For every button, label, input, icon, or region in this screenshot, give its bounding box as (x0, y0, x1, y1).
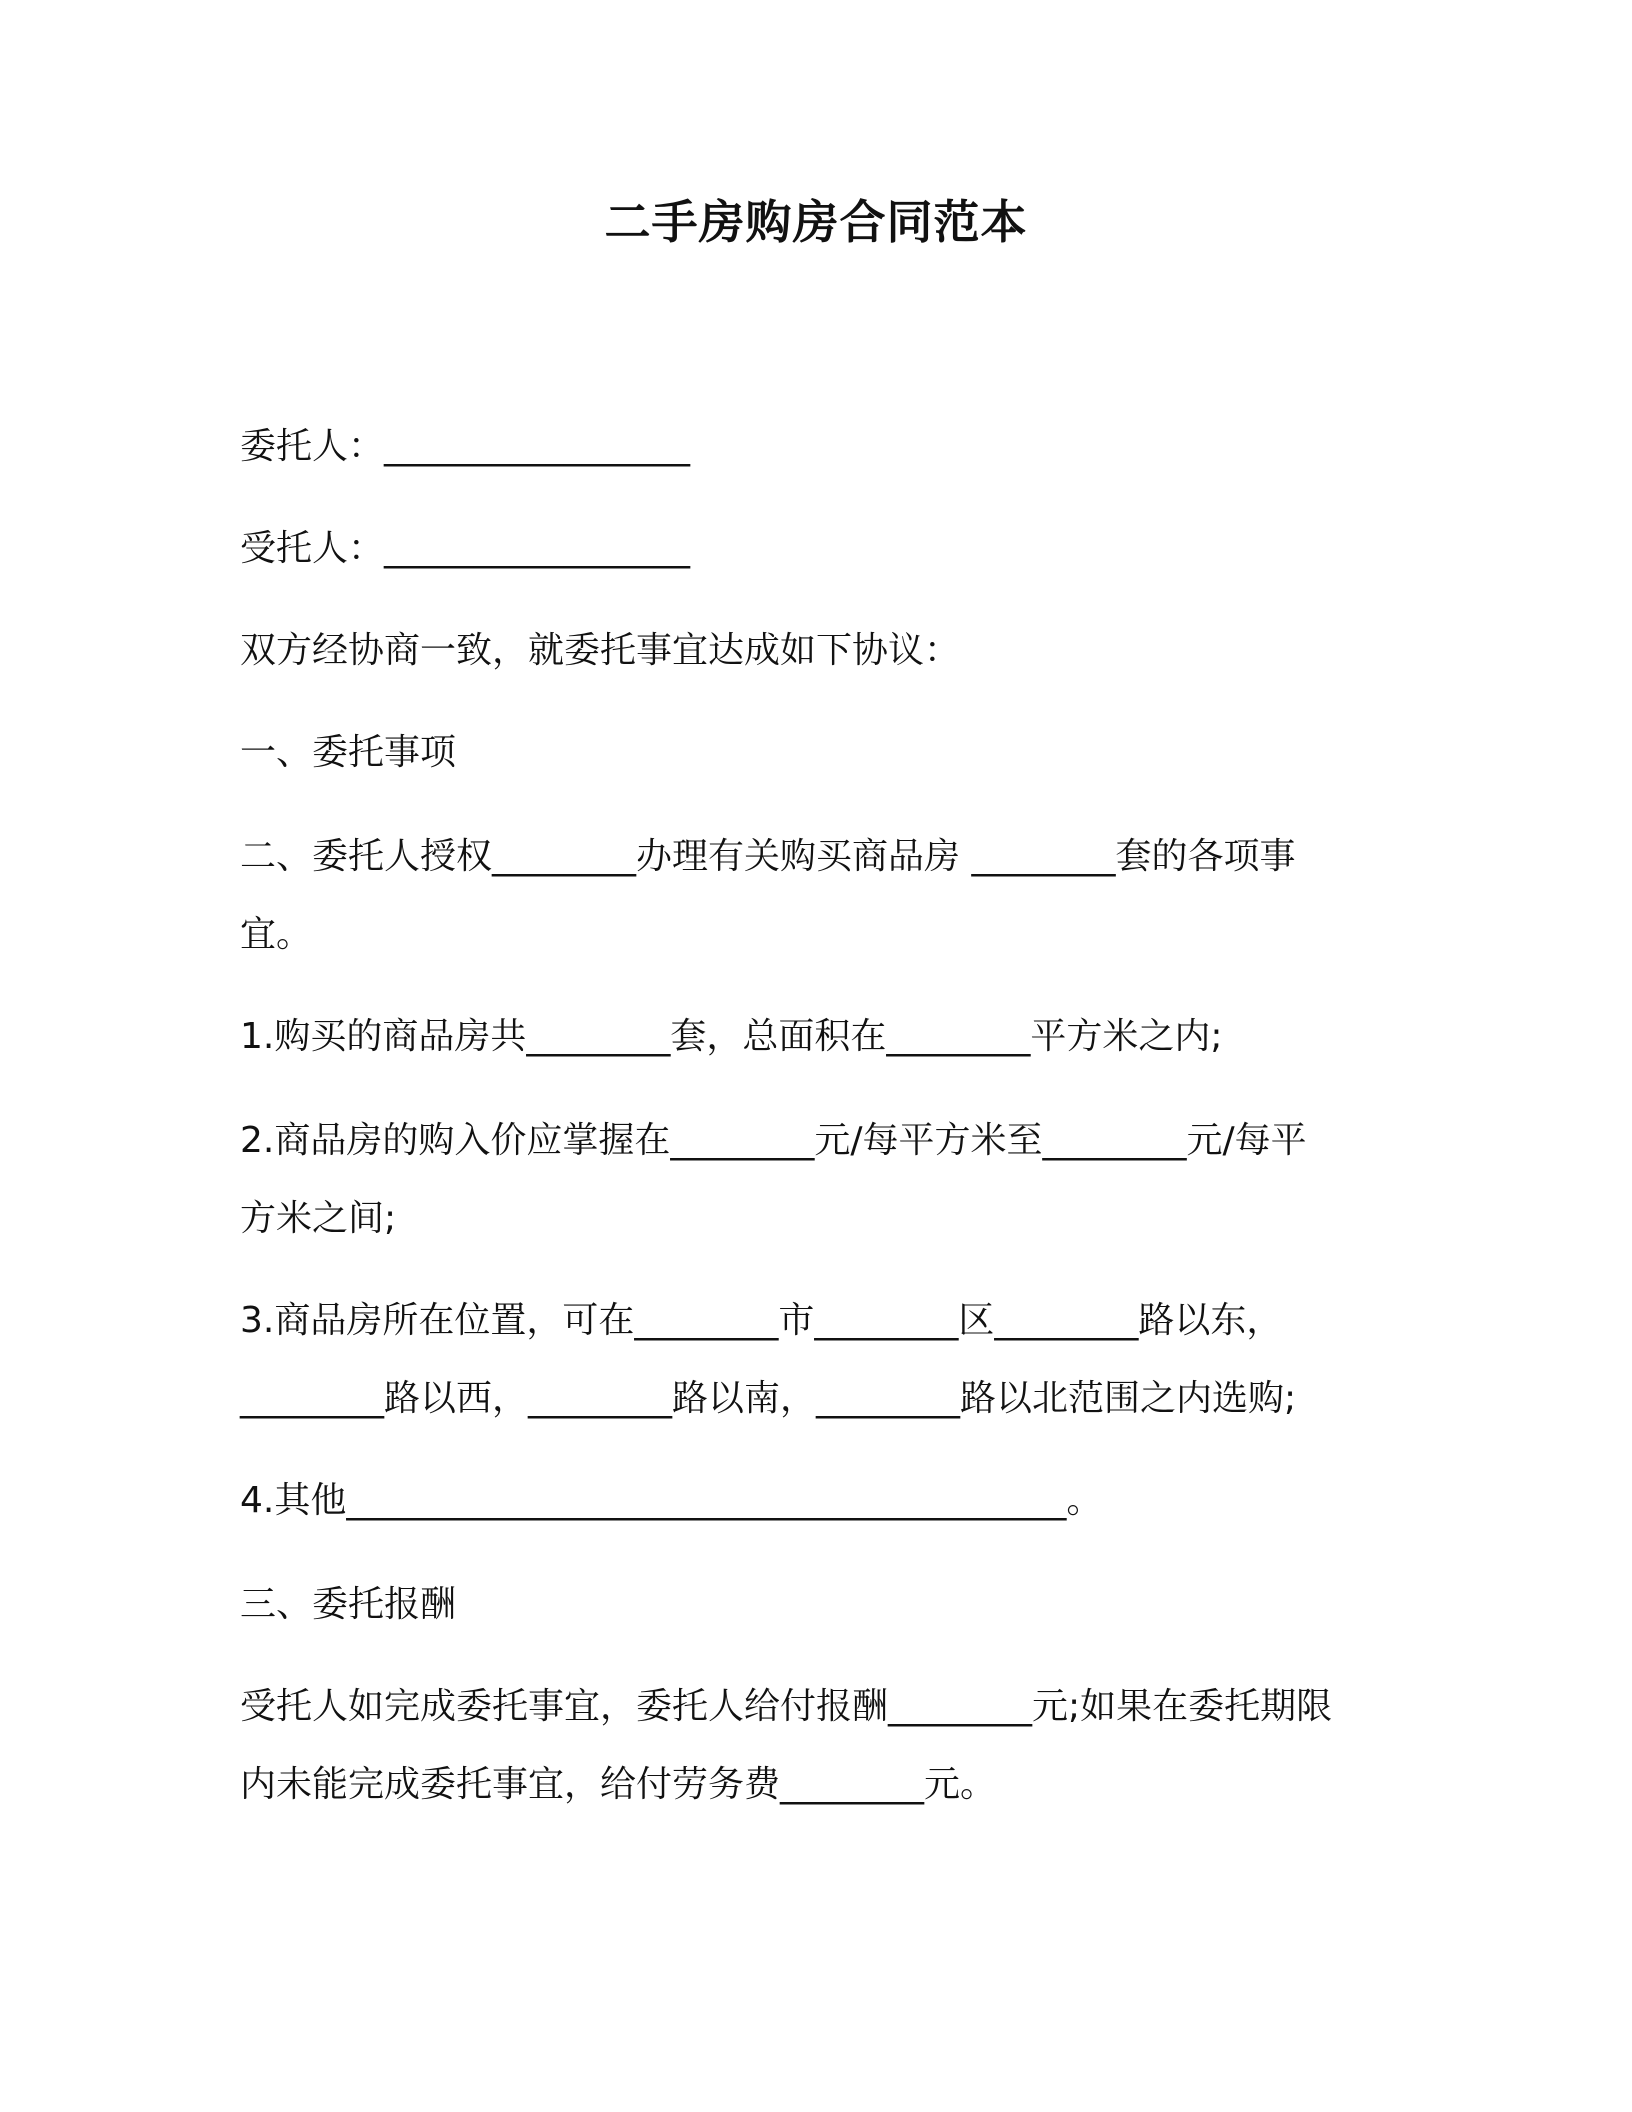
item-1: 1.购买的商品房共________套，总面积在________平方米之内; (240, 1016, 1223, 1057)
agent-line: 受托人：_________________ (240, 528, 691, 569)
reward-line-2: 内未能完成委托事宜，给付劳务费________元。 (240, 1764, 997, 1805)
section-two-line-1: 二、委托人授权________办理有关购买商品房 ________套的各项事 (240, 836, 1296, 877)
item-3-line-1: 3.商品房所在位置，可在________市________区________路以东， (240, 1300, 1283, 1341)
section-one-heading: 一、委托事项 (240, 732, 457, 773)
item-2-line-1: 2.商品房的购入价应掌握在________元/每平方米至________元/每平 (240, 1120, 1307, 1161)
principal-line: 委托人：_________________ (240, 426, 691, 467)
section-three-heading: 三、委托报酬 (240, 1584, 457, 1625)
item-2-line-2: 方米之间; (240, 1198, 397, 1239)
intro-paragraph: 双方经协商一致，就委托事宜达成如下协议： (240, 630, 961, 671)
item-3-line-2: ________路以西，________路以南，________路以北范围之内选购; (240, 1378, 1297, 1419)
section-two-line-2: 宜。 (240, 914, 313, 955)
item-4: 4.其他________________________________________。 (240, 1480, 1103, 1521)
reward-line-1: 受托人如完成委托事宜，委托人给付报酬________元;如果在委托期限 (240, 1686, 1333, 1727)
page-title: 二手房购房合同范本 (604, 195, 1028, 249)
